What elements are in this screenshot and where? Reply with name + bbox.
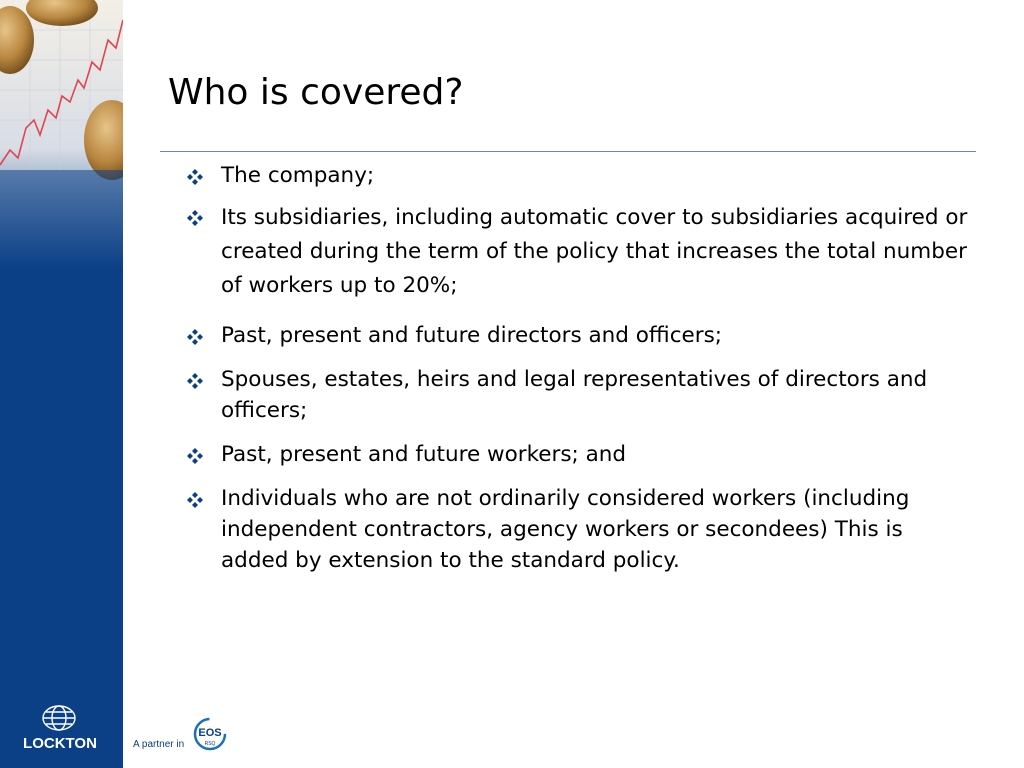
bullet-text: Its subsidiaries, including automatic cover to subsidiaries acquired or created during the term of the policy that increases the total number of workers up to 20%;: [221, 205, 968, 298]
partner-label: A partner in: [133, 739, 185, 750]
diamond-bullet-icon: [186, 372, 204, 390]
bullet-list: [186, 160, 976, 576]
bullet-text: Past, present and future workers; and: [221, 442, 627, 467]
slide-title: Who is covered?: [168, 72, 464, 113]
diamond-bullet-icon: [186, 168, 204, 186]
bullet-text: Spouses, estates, heirs and legal representatives of directors and officers;: [221, 367, 928, 423]
eos-logo-subtext: RSQ: [204, 741, 216, 747]
diamond-bullet-icon: [186, 447, 204, 465]
bullet-text: Past, present and future directors and officers;: [221, 323, 723, 348]
sidebar-finance-photo: [0, 0, 123, 270]
diamond-bullet-icon: [186, 328, 204, 346]
bullet-item: [186, 160, 976, 191]
eos-logo: [192, 716, 228, 752]
bullet-text: Individuals who are not ordinarily considered workers (including independent contractors, agency workers or secondees) This is added by extension to the standard policy.: [221, 486, 910, 573]
bullet-item: [186, 483, 976, 576]
diamond-bullet-icon: [186, 209, 204, 227]
sidebar: [0, 0, 123, 768]
lockton-logo-text: LOCKTON: [23, 735, 97, 752]
bullet-item: [186, 439, 976, 470]
bullet-text: The company;: [221, 163, 375, 188]
lockton-logo: [12, 704, 108, 756]
eos-logo-text: EOS: [198, 727, 222, 739]
title-divider: [160, 151, 976, 152]
bullet-item: [186, 201, 976, 303]
bullet-item: [186, 320, 976, 351]
bullet-item: [186, 364, 976, 426]
diamond-bullet-icon: [186, 491, 204, 509]
